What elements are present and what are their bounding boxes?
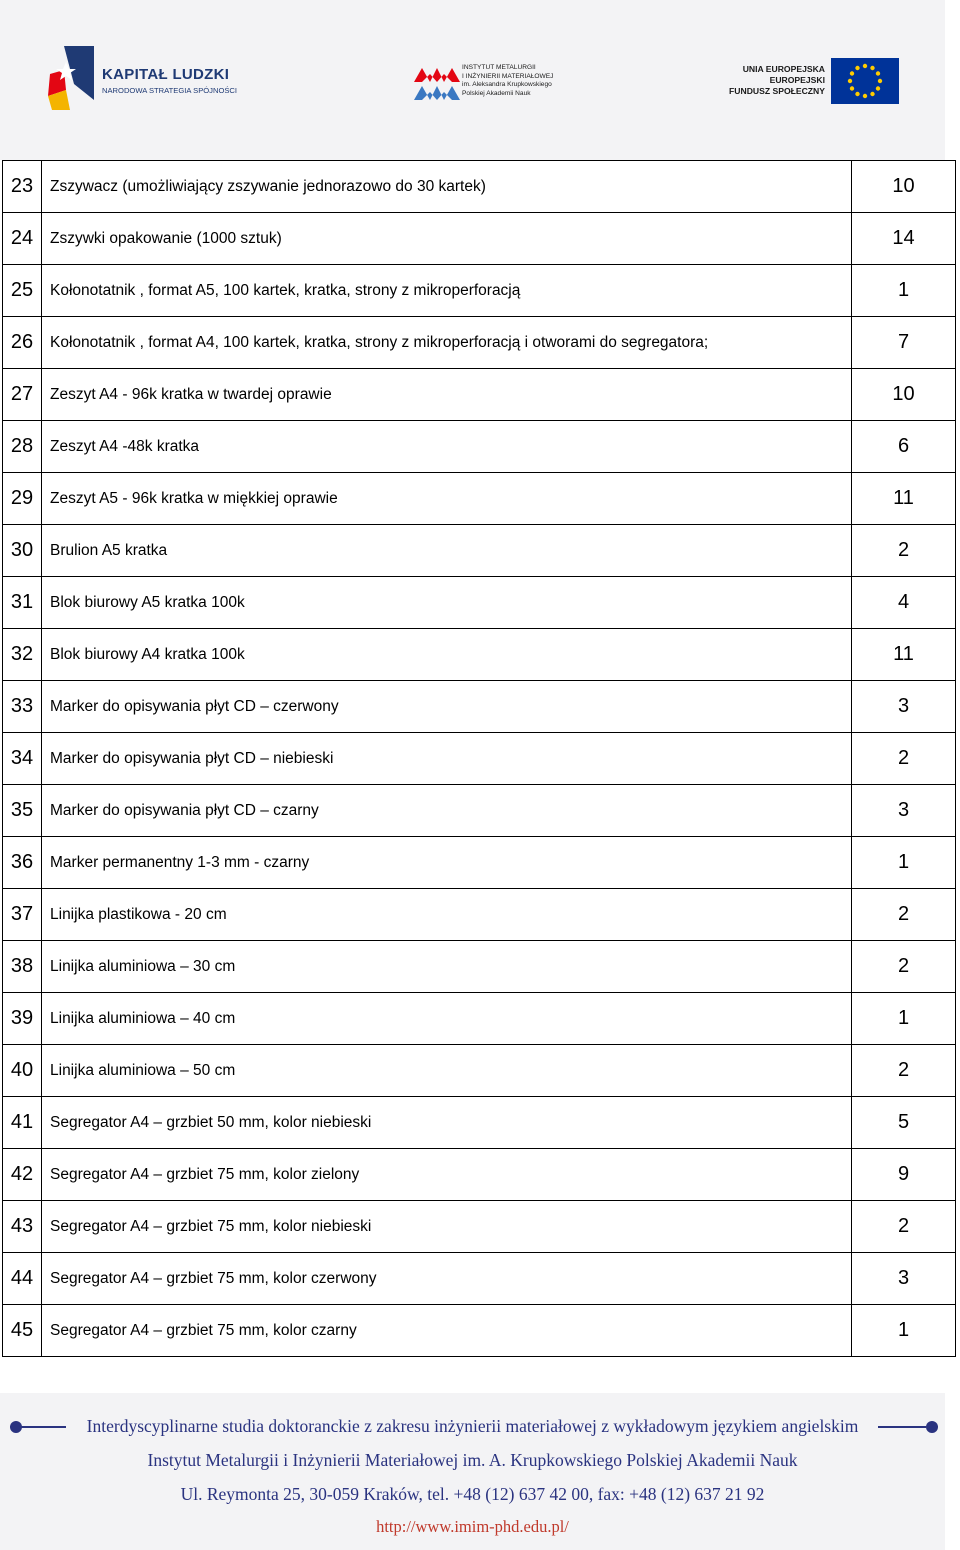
table-row [3, 1253, 956, 1305]
row-quantity: 5 [852, 1097, 956, 1149]
row-description: Zeszyt A4 -48k kratka [42, 421, 852, 473]
row-description: Zszywki opakowanie (1000 sztuk) [42, 213, 852, 265]
row-quantity: 14 [852, 213, 956, 265]
row-quantity: 2 [852, 1045, 956, 1097]
table-row [3, 1045, 956, 1097]
row-quantity: 10 [852, 161, 956, 213]
row-quantity: 2 [852, 525, 956, 577]
row-description: Marker do opisywania płyt CD – czerwony [42, 681, 852, 733]
row-quantity: 4 [852, 577, 956, 629]
row-number: 26 [3, 317, 42, 369]
items-table [2, 160, 956, 1357]
row-quantity: 1 [852, 993, 956, 1045]
eu-flag-icon [831, 58, 899, 104]
table-row [3, 213, 956, 265]
row-description: Linijka aluminiowa – 50 cm [42, 1045, 852, 1097]
row-description: Linijka aluminiowa – 40 cm [42, 993, 852, 1045]
row-description: Zeszyt A4 - 96k kratka w twardej oprawie [42, 369, 852, 421]
row-number: 42 [3, 1149, 42, 1201]
row-number: 27 [3, 369, 42, 421]
table-row [3, 681, 956, 733]
row-description: Segregator A4 – grzbiet 75 mm, kolor zielony [42, 1149, 852, 1201]
row-number: 31 [3, 577, 42, 629]
row-description: Zszywacz (umożliwiający zszywanie jednorazowo do 30 kartek) [42, 161, 852, 213]
row-quantity: 2 [852, 889, 956, 941]
table-row [3, 993, 956, 1045]
kapital-ludzki-subtitle: NARODOWA STRATEGIA SPÓJNOŚCI [102, 86, 238, 95]
table-row [3, 1149, 956, 1201]
institute-emblem-icon [414, 64, 460, 104]
table-row [3, 941, 956, 993]
row-number: 34 [3, 733, 42, 785]
row-quantity: 9 [852, 1149, 956, 1201]
table-row [3, 785, 956, 837]
table-row [3, 1097, 956, 1149]
row-description: Linijka aluminiowa – 30 cm [42, 941, 852, 993]
table-row [3, 525, 956, 577]
table-row [3, 629, 956, 681]
institute-line: INSTYTUT METALURGII [462, 64, 536, 71]
row-description: Blok biurowy A5 kratka 100k [42, 577, 852, 629]
row-number: 44 [3, 1253, 42, 1305]
table-row [3, 1201, 956, 1253]
table-row [3, 473, 956, 525]
row-quantity: 2 [852, 1201, 956, 1253]
row-description: Kołonotatnik , format A4, 100 kartek, kratka, strony z mikroperforacją i otworami do segregatora; [42, 317, 852, 369]
row-number: 30 [3, 525, 42, 577]
row-quantity: 10 [852, 369, 956, 421]
table-row [3, 369, 956, 421]
row-quantity: 3 [852, 681, 956, 733]
eu-line: EUROPEJSKI [769, 75, 825, 85]
row-description: Segregator A4 – grzbiet 75 mm, kolor czarny [42, 1305, 852, 1357]
row-number: 45 [3, 1305, 42, 1357]
kapital-ludzki-emblem-icon [44, 44, 100, 112]
eu-line: FUNDUSZ SPOŁECZNY [729, 86, 825, 96]
row-quantity: 1 [852, 1305, 956, 1357]
row-number: 23 [3, 161, 42, 213]
footer-program-title: Interdyscyplinarne studia doktoranckie z zakresu inżynierii materiałowej z wykładowym językiem angielskim [86, 1416, 859, 1436]
row-description: Kołonotatnik , format A5, 100 kartek, kratka, strony z mikroperforacją [42, 265, 852, 317]
row-number: 28 [3, 421, 42, 473]
row-number: 40 [3, 1045, 42, 1097]
institute-line: I INŻYNIERII MATERIAŁOWEJ [462, 72, 554, 80]
footer-address: Ul. Reymonta 25, 30-059 Kraków, tel. +48 (12) 637 42 00, fax: +48 (12) 637 21 92 [180, 1484, 765, 1504]
row-number: 39 [3, 993, 42, 1045]
row-number: 38 [3, 941, 42, 993]
row-number: 43 [3, 1201, 42, 1253]
row-quantity: 2 [852, 941, 956, 993]
row-description: Brulion A5 kratka [42, 525, 852, 577]
eu-text [725, 64, 825, 97]
row-quantity: 11 [852, 629, 956, 681]
eu-logo [725, 58, 905, 106]
row-quantity: 3 [852, 1253, 956, 1305]
table-row [3, 889, 956, 941]
row-description: Zeszyt A5 - 96k kratka w miękkiej oprawie [42, 473, 852, 525]
row-number: 36 [3, 837, 42, 889]
footer-institute-name: Instytut Metalurgii i Inżynierii Materiałowej im. A. Krupkowskiego Polskiej Akademii Nauk [147, 1450, 798, 1470]
row-description: Segregator A4 – grzbiet 75 mm, kolor czerwony [42, 1253, 852, 1305]
row-quantity: 6 [852, 421, 956, 473]
row-quantity: 1 [852, 837, 956, 889]
row-description: Linijka plastikowa - 20 cm [42, 889, 852, 941]
row-quantity: 1 [852, 265, 956, 317]
row-number: 33 [3, 681, 42, 733]
table-row [3, 577, 956, 629]
table-row [3, 733, 956, 785]
table-row [3, 317, 956, 369]
row-description: Segregator A4 – grzbiet 50 mm, kolor niebieski [42, 1097, 852, 1149]
row-quantity: 3 [852, 785, 956, 837]
eu-line: UNIA EUROPEJSKA [742, 64, 825, 74]
row-number: 35 [3, 785, 42, 837]
institute-logo [414, 60, 584, 106]
row-number: 41 [3, 1097, 42, 1149]
institute-line: im. Aleksandra Krupkowskiego [462, 81, 552, 89]
institute-name [462, 64, 553, 98]
row-number: 29 [3, 473, 42, 525]
table-row [3, 161, 956, 213]
row-number: 37 [3, 889, 42, 941]
table-row [3, 1305, 956, 1357]
row-quantity: 2 [852, 733, 956, 785]
row-description: Segregator A4 – grzbiet 75 mm, kolor niebieski [42, 1201, 852, 1253]
table-row [3, 837, 956, 889]
row-quantity: 7 [852, 317, 956, 369]
row-description: Marker do opisywania płyt CD – czarny [42, 785, 852, 837]
row-number: 32 [3, 629, 42, 681]
row-description: Blok biurowy A4 kratka 100k [42, 629, 852, 681]
kapital-ludzki-logo [44, 44, 254, 112]
institute-line: Polskiej Akademii Nauk [462, 89, 531, 97]
kapital-ludzki-title: KAPITAŁ LUDZKI [102, 66, 230, 83]
row-description: Marker permanentny 1-3 mm - czarny [42, 837, 852, 889]
row-description: Marker do opisywania płyt CD – niebieski [42, 733, 852, 785]
row-number: 24 [3, 213, 42, 265]
row-quantity: 11 [852, 473, 956, 525]
row-number: 25 [3, 265, 42, 317]
footer-url-link[interactable]: http://www.imim-phd.edu.pl/ [376, 1517, 569, 1536]
table-row [3, 265, 956, 317]
items-table-body [3, 161, 956, 1357]
table-row [3, 421, 956, 473]
